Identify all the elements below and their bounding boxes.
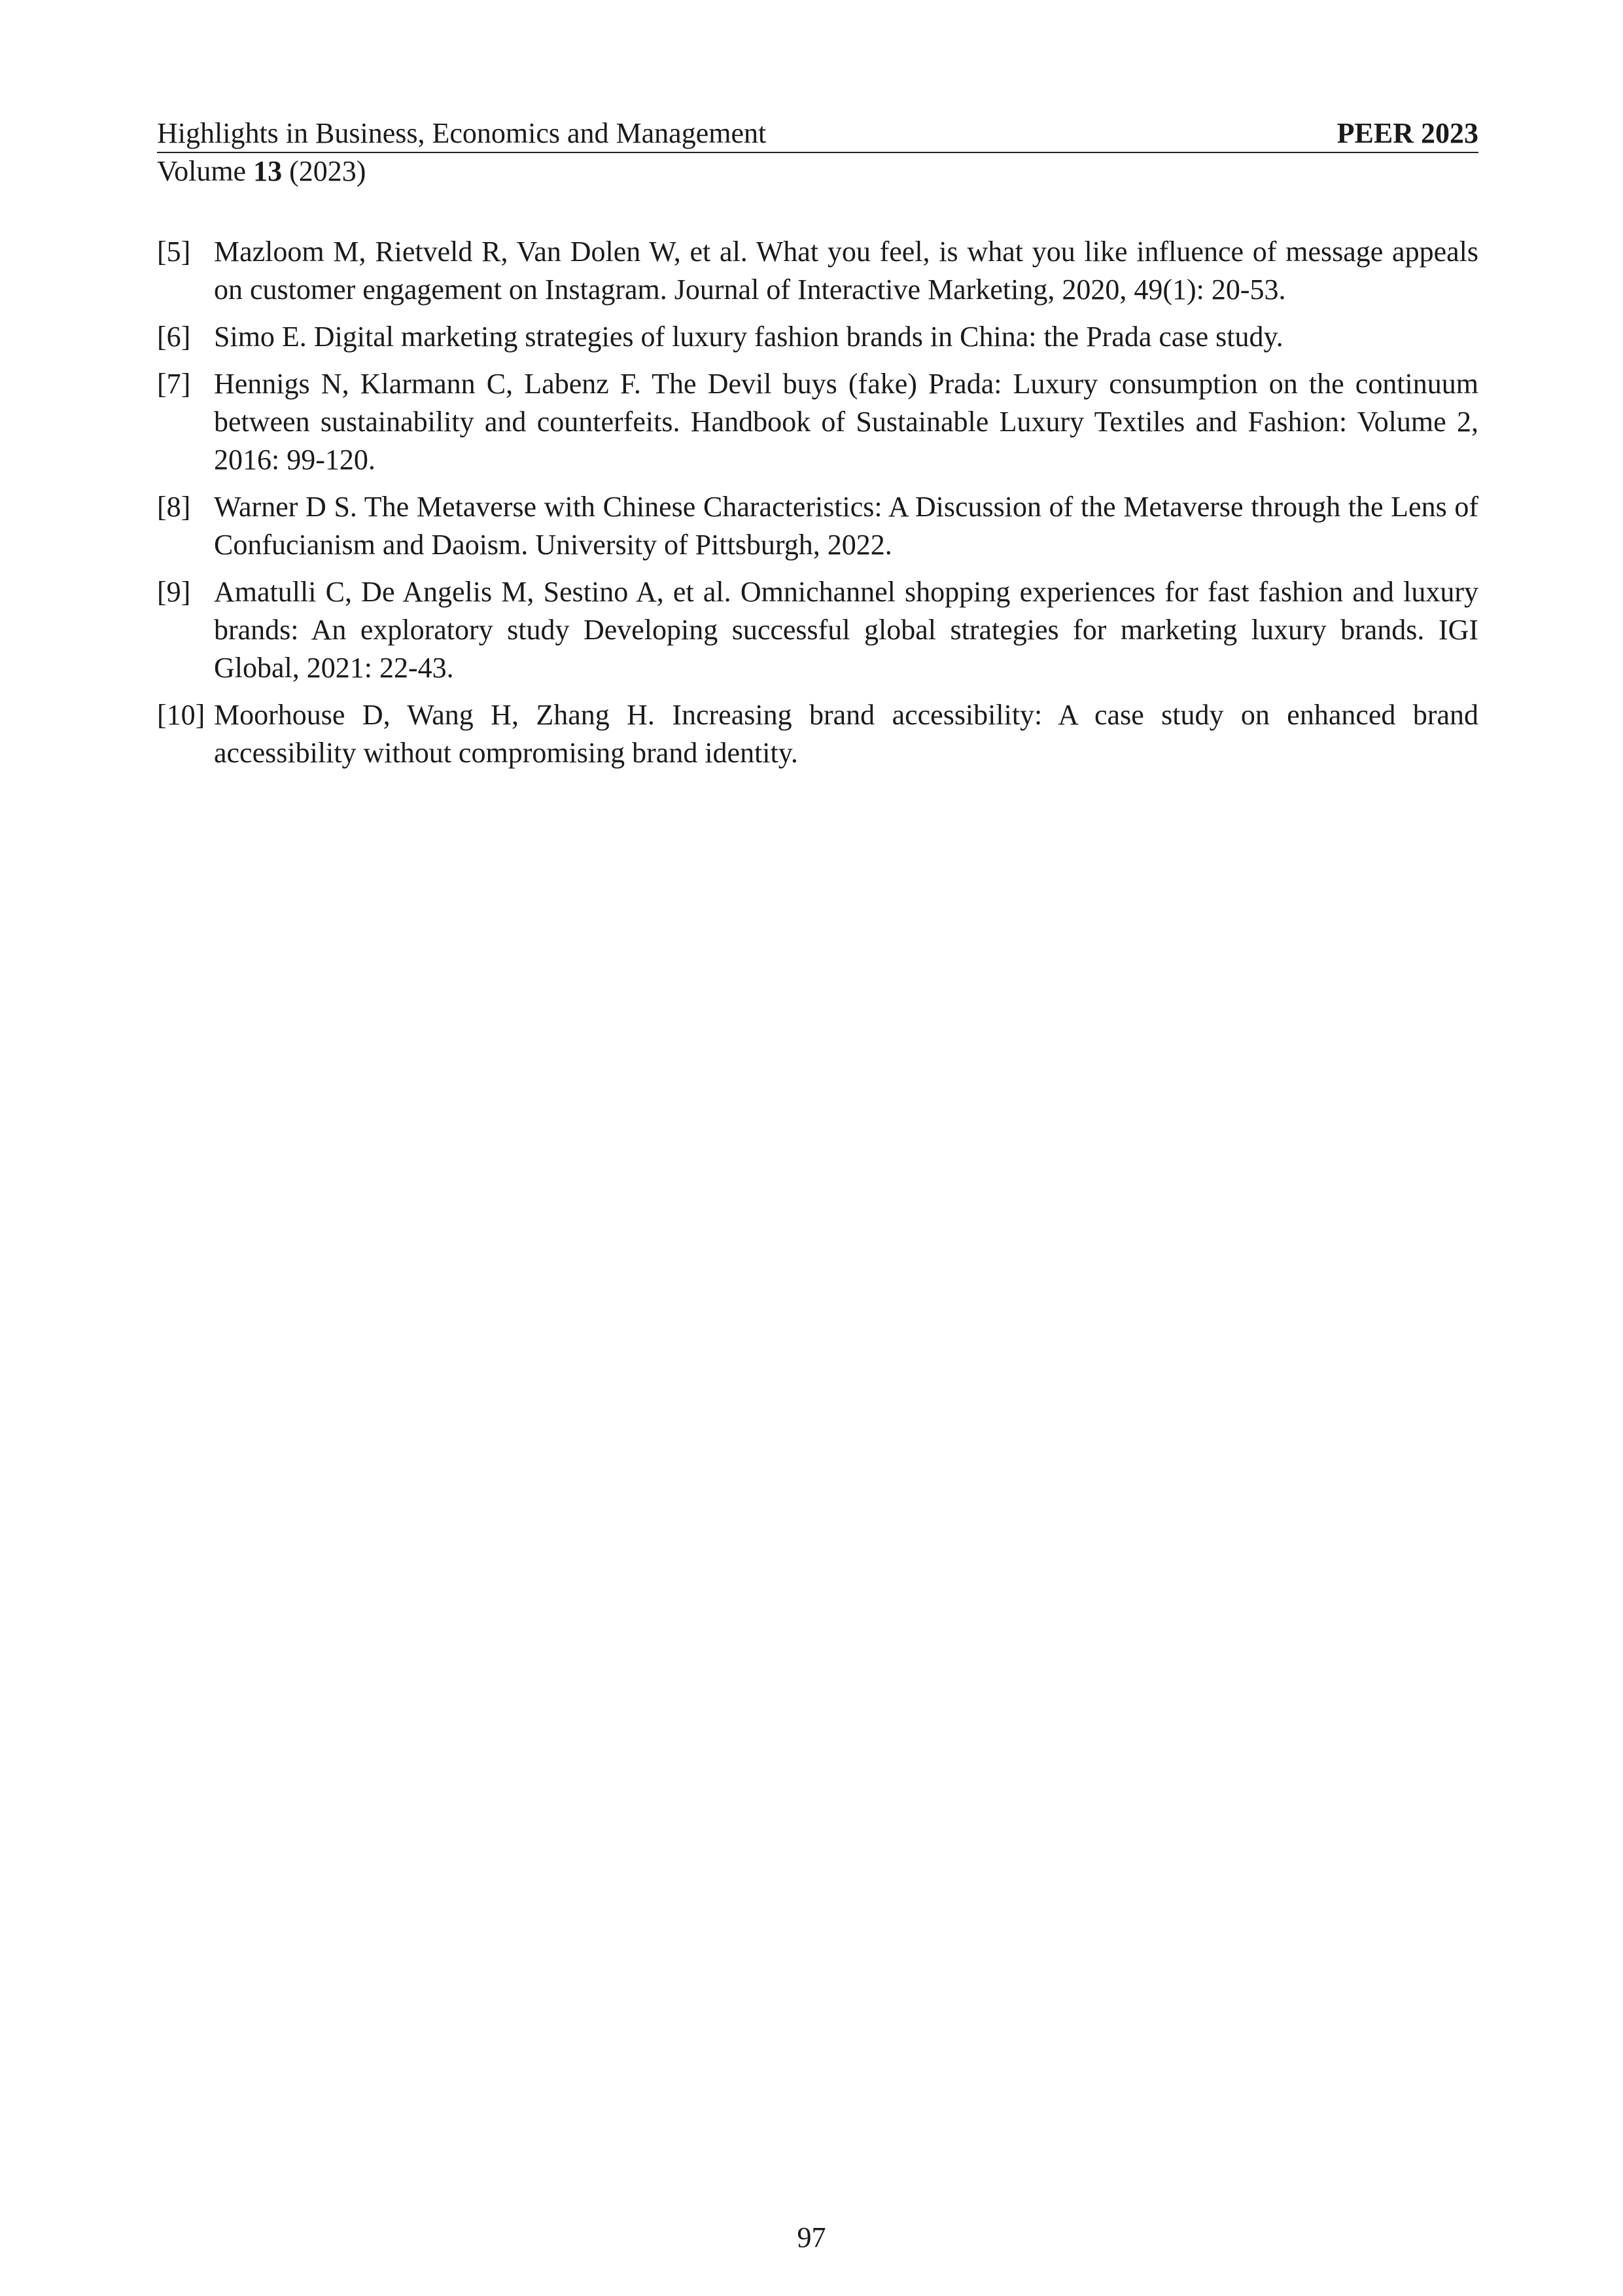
page-number: 97 [797, 2221, 826, 2253]
reference-list [157, 233, 1478, 781]
reference-text: Moorhouse D, Wang H, Zhang H. Increasing brand accessibility: A case study on enhanced brand accessibility without compromising brand identity. [214, 699, 1478, 769]
volume-prefix: Volume [157, 155, 254, 187]
running-header [157, 115, 1478, 190]
reference-number: [9] [157, 576, 191, 608]
reference-number: [8] [157, 491, 191, 523]
reference-text: Amatulli C, De Angelis M, Sestino A, et al. Omnichannel shopping experiences for fast fashion and luxury brands: An exploratory study Developing successful global strategies for marketing luxury brands. IGI Global, 2021: 22-43. [214, 576, 1478, 684]
reference-item [157, 365, 1478, 479]
reference-item [157, 696, 1478, 772]
reference-item [157, 573, 1478, 687]
reference-text: Warner D S. The Metaverse with Chinese Characteristics: A Discussion of the Metaverse through the Lens of Confucianism and Daoism. University of Pittsburgh, 2022. [214, 491, 1478, 561]
reference-number: [7] [157, 368, 191, 400]
volume-number: 13 [253, 155, 283, 187]
volume-year: (2023) [282, 155, 366, 187]
reference-item [157, 488, 1478, 564]
journal-name: Highlights in Business, Economics and Management [157, 117, 767, 149]
reference-text: Mazloom M, Rietveld R, Van Dolen W, et al. What you feel, is what you like influence of message appeals on customer engagement on Instagram. Journal of Interactive Marketing, 2020, 49(1): 20-53. [214, 236, 1478, 306]
volume-line [157, 153, 1478, 190]
reference-number: [10] [157, 699, 205, 731]
reference-text: Simo E. Digital marketing strategies of luxury fashion brands in China: the Prada case study. [214, 321, 1283, 353]
header-row [157, 115, 1478, 153]
conference-name: PEER 2023 [1336, 117, 1478, 149]
reference-text: Hennigs N, Klarmann C, Labenz F. The Devil buys (fake) Prada: Luxury consumption on the continuum between sustainability and counterfeits. Handbook of Sustainable Luxury Textiles and Fashion: Volume 2, 2016: 99-120. [214, 368, 1478, 476]
reference-item [157, 318, 1478, 356]
reference-item [157, 233, 1478, 309]
reference-number: [6] [157, 321, 191, 353]
reference-number: [5] [157, 236, 191, 268]
